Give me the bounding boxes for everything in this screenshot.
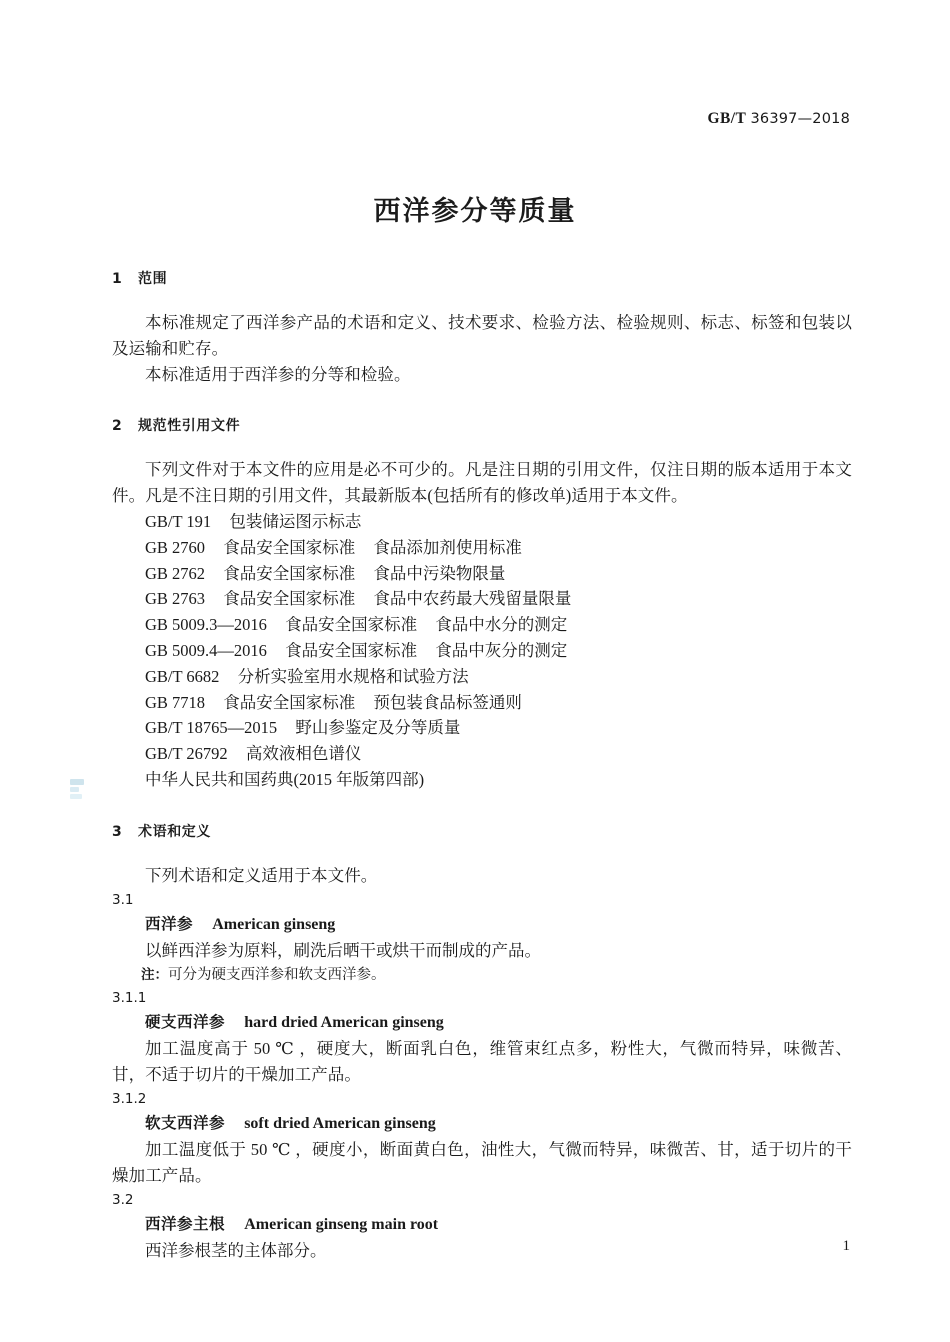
reference-title: 食品安全国家标准 (223, 563, 356, 583)
clause-title-1: 范围 (138, 271, 168, 287)
clause-1-paragraph-2: 本标准适用于西洋参的分等和检验。 (145, 364, 411, 384)
reference-item (112, 741, 852, 767)
reference-title: 食品安全国家标准 (223, 537, 356, 557)
document-title: 西洋参分等质量 (373, 196, 577, 227)
clause-3-paragraph-1: 下列术语和定义适用于本文件。 (145, 865, 378, 885)
note-text: 可分为硬支西洋参和软支西洋参。 (168, 967, 386, 984)
reference-subtitle: 食品中水分的测定 (435, 615, 568, 635)
term-number-3-1: 3.1 (112, 891, 134, 908)
term-definition-3-2: 西洋参根茎的主体部分。 (145, 1240, 327, 1260)
clause-number-3: 3 (112, 823, 123, 840)
margin-stamp-artifact (70, 779, 90, 799)
reference-subtitle: 预包装食品标签通则 (373, 692, 522, 712)
term-entry-3-1 (112, 911, 852, 938)
term-number-3-2: 3.2 (112, 1191, 134, 1208)
reference-code: GB/T 26792 (145, 744, 228, 764)
reference-item (112, 612, 852, 638)
clause-heading-1 (112, 268, 852, 288)
term-entry-3-2 (112, 1211, 852, 1238)
reference-code: GB 2760 (145, 537, 206, 557)
clause-heading-2 (112, 415, 852, 435)
reference-item (112, 638, 852, 664)
term-definition-3-1-1: 加工温度高于 50 ℃ ，硬度大，断面乳白色，维管束红点多，粉性大，气微而特异，味微苦、甘，不适于切片的干燥加工产品。 (112, 1039, 852, 1085)
document-header (708, 110, 850, 128)
reference-subtitle: 食品中灰分的测定 (435, 640, 568, 660)
term-chinese: 西洋参 (145, 914, 194, 933)
term-entry-3-1-1 (112, 1009, 852, 1036)
reference-item (112, 690, 852, 716)
term-note-3-1 (112, 963, 852, 987)
reference-item (112, 586, 852, 612)
reference-code: GB/T 191 (145, 511, 212, 531)
reference-title: 食品安全国家标准 (285, 615, 418, 635)
term-entry-3-1-2 (112, 1110, 852, 1137)
reference-subtitle: 食品中农药最大残留量限量 (373, 589, 572, 609)
term-english: hard dried American ginseng (244, 1014, 444, 1032)
clause-2-paragraph-1: 下列文件对于本文件的应用是必不可少的。凡是注日期的引用文件，仅注日期的版本适用于本文件。凡是不注日期的引用文件，其最新版本(包括所有的修改单)适用于本文件。 (112, 460, 852, 506)
clause-title-3: 术语和定义 (138, 823, 211, 840)
reference-item (112, 535, 852, 561)
reference-code: GB/T 6682 (145, 666, 220, 686)
clause-1-paragraph-1: 本标准规定了西洋参产品的术语和定义、技术要求、检验方法、检验规则、标志、标签和包装以及运输和贮存。 (112, 313, 852, 358)
document-body (112, 268, 852, 1263)
term-number-3-1-2: 3.1.2 (112, 1090, 147, 1107)
reference-code: GB 7718 (145, 692, 206, 712)
term-english: American ginseng main root (244, 1215, 439, 1233)
clause-number-1: 1 (112, 271, 123, 287)
reference-title: 分析实验室用水规格和试验方法 (237, 666, 469, 686)
note-label: 注： (141, 967, 168, 984)
standard-number: 36397—2018 (750, 111, 850, 127)
reference-code: GB 2762 (145, 563, 206, 583)
reference-code: GB 5009.4—2016 (145, 640, 267, 660)
term-number-3-1-1: 3.1.1 (112, 990, 147, 1007)
reference-item (112, 715, 852, 741)
reference-code: GB/T 18765—2015 (145, 718, 278, 738)
clause-title-2: 规范性引用文件 (138, 418, 241, 435)
reference-item (112, 561, 852, 587)
term-english: American ginseng (212, 915, 336, 933)
normative-references-list (112, 509, 852, 793)
page-number: 1 (842, 1238, 850, 1254)
reference-code: GB 5009.3—2016 (145, 615, 267, 635)
standard-prefix: GB/T (707, 110, 747, 127)
reference-item (112, 664, 852, 690)
reference-title: 野山参鉴定及分等质量 (295, 718, 461, 738)
reference-subtitle: 食品添加剂使用标准 (373, 537, 522, 557)
term-chinese: 硬支西洋参 (145, 1013, 226, 1032)
term-definition-3-1: 以鲜西洋参为原料，刷洗后晒干或烘干而制成的产品。 (145, 940, 541, 960)
reference-code: GB 2763 (145, 589, 206, 609)
reference-code: 中华人民共和国药典(2015 年版第四部) (145, 769, 425, 789)
clause-heading-3 (112, 821, 852, 841)
term-english: soft dried American ginseng (244, 1114, 436, 1132)
reference-item (112, 509, 852, 535)
reference-title: 高效液相色谱仪 (245, 744, 362, 764)
reference-title: 食品安全国家标准 (223, 692, 356, 712)
reference-title: 包装储运图示标志 (229, 511, 362, 531)
reference-title: 食品安全国家标准 (285, 640, 418, 660)
reference-subtitle: 食品中污染物限量 (373, 563, 506, 583)
term-chinese: 西洋参主根 (145, 1214, 226, 1233)
term-definition-3-1-2: 加工温度低于 50 ℃ ，硬度小，断面黄白色，油性大，气微而特异，味微苦、甘，适于切片的干燥加工产品。 (112, 1139, 852, 1185)
term-chinese: 软支西洋参 (145, 1113, 226, 1132)
reference-title: 食品安全国家标准 (223, 589, 356, 609)
clause-number-2: 2 (112, 418, 123, 435)
reference-item (112, 767, 852, 793)
